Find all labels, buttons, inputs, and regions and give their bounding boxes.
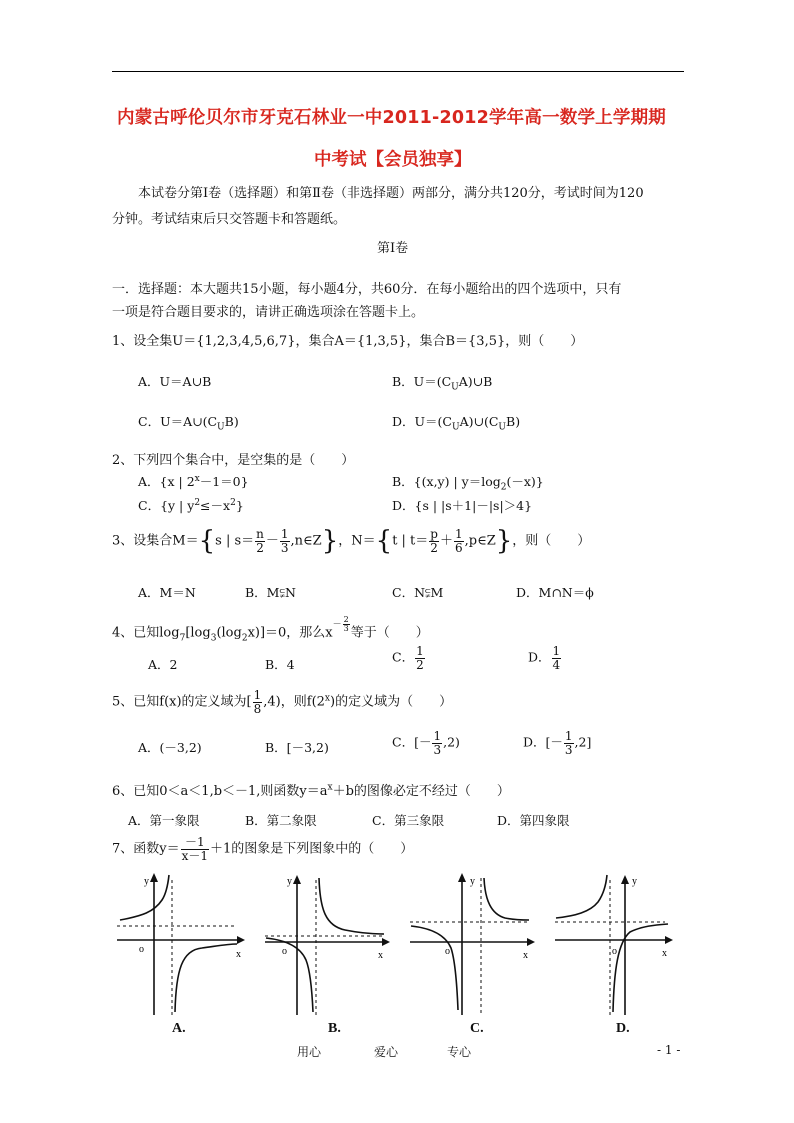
instructions-line-2: 一项是符合题目要求的，请讲正确选项涂在答题卡上。 [112,305,425,320]
q7-graph-d [550,870,685,1020]
brace-left-icon: { [375,526,393,556]
q4-option-d: D． $\frac{1}{4}$ [528,644,561,672]
svg-text:x: x [378,950,383,961]
svg-text:x: x [662,948,667,959]
svg-text:x: x [236,949,241,960]
q7-graph-b-label: B. [328,1021,341,1036]
title-line-1: 内蒙古呼伦贝尔市牙克石林业一中2011-2012学年高一数学上学期期 [117,108,666,128]
q6-option-c: C．第三象限 [372,813,445,828]
q4-option-a: A．2 [148,657,178,672]
q3-option-a: A．M＝N [138,585,196,600]
q7-graph-c [405,870,540,1020]
q6-option-d: D．第四象限 [497,813,570,828]
q6-option-b: B．第二象限 [245,813,317,828]
q6-option-a: A．第一象限 [128,813,200,828]
q3-frac-1-6: $\frac{1}{6}$ [454,526,463,555]
q3-frac-1-3: $\frac{1}{3}$ [280,526,289,555]
q7-stem: 7、函数y＝ $\frac{-1}{x-1}$ ＋1的图象是下列图象中的（ ） [112,835,414,863]
q2-option-c: C．{y | $y^2\le-x^2$} [138,497,244,513]
q5-option-b: B．[－3,2) [265,740,329,755]
q7-graph-c-figure [405,870,540,1020]
svg-text:o: o [282,946,287,957]
q5-option-a: A．(－3,2) [138,740,202,755]
intro-line-1: 本试卷分第Ⅰ卷（选择题）和第Ⅱ卷（非选择题）两部分，满分共120分，考试时间为120 [138,186,644,201]
q2-option-b: B．{(x,y) | $y=\log_2(-x)$} [392,474,544,493]
brace-right-icon: } [495,526,513,556]
footer-motto-2: 爱心 [374,1045,399,1059]
q7-graph-b-figure [260,870,395,1020]
footer-motto-3: 专心 [447,1045,472,1059]
q1-option-b: B．$U=(C_UA)\cup B$ [392,374,493,393]
q3-option-b: B．M⫋N [245,585,296,600]
header-rule [112,71,684,72]
brace-right-icon: } [321,526,339,556]
q3-option-d: D．M∩N＝ϕ [516,585,594,600]
svg-text:o: o [445,946,450,957]
svg-text:x: x [523,950,528,961]
q7-graph-d-label: D. [616,1021,630,1036]
q5-stem: 5、已知f(x)的定义域为[ $\frac{1}{8}$ ,4)，则f(2$^x$)的定义域为（ ） [112,688,453,716]
q7-graph-d-figure [550,870,685,1020]
q2-stem: 2、下列四个集合中，是空集的是（ ） [112,453,355,468]
q4-option-c: C． $\frac{1}{2}$ [392,644,424,672]
q4-stem: 4、已知$\log_7[\log_3(\log_2x)]=0$，那么$x^{- \frac{2}{3}}$ 等于（ ） [112,615,429,644]
instructions-line-1: 一．选择题：本大题共15小题，每小题4分，共60分．在每小题给出的四个选项中，只有 [112,282,622,297]
intro-line-2: 分钟。考试结束后只交答题卡和答题纸。 [112,212,347,227]
title-line-2: 中考试【会员独享】 [314,150,472,170]
q7-graph-c-label: C. [470,1021,484,1036]
svg-text:y: y [470,876,475,887]
svg-text:y: y [632,876,637,887]
footer-motto-1: 用心 [297,1045,322,1059]
q3-option-c: C．N⫋M [392,585,444,600]
section-title: 第Ⅰ卷 [377,241,409,256]
q1-option-c: C．$U=A\cup(C_UB)$ [138,414,239,433]
q5-option-c: C．[－ $\frac{1}{3}$ ,2) [392,729,460,757]
page-number: - 1 - [657,1043,681,1057]
q7-graph-b [260,870,395,1020]
brace-left-icon: { [198,526,216,556]
svg-text:y: y [287,876,292,887]
q1-stem: 1、设全集U＝{1,2,3,4,5,6,7}，集合A＝{1,3,5}，集合B＝{3,5}，则（ ） [112,334,584,349]
q7-graph-a-figure [112,870,247,1020]
q3-frac-p-2: $\frac{p}{2}$ [430,526,438,555]
q4-option-b: B．4 [265,657,295,672]
q2-option-d: D．{s | |s＋1|－|s|＞4} [392,498,533,513]
q3-frac-n-2: $\frac{n}{2}$ [256,526,264,555]
q5-option-d: D．[－ $\frac{1}{3}$ ,2] [523,729,592,757]
q6-stem: 6、已知0＜a＜1,b＜－1,则函数$y=a^x+b$的图像必定不经过（ ） [112,782,510,799]
q2-option-a: A．{x | $2^x-1=0$} [138,473,249,489]
q1-option-d: D．$U=(C_UA)\cup(C_UB)$ [392,414,521,433]
q3-stem: 3、设集合M＝{s | s＝ $\frac{n}{2}$ － $\frac{1}{3}$ ,n∈Z}，N＝{t | t＝ $\frac{p}{2}$ ＋ $\frac{1}{6}$ ,p∈Z}，则（ ） [112,526,591,556]
svg-text:o: o [612,946,617,957]
q7-graph-a-label: A. [172,1021,186,1036]
q7-graph-a [112,870,247,1020]
svg-text:o: o [139,944,144,955]
svg-text:y: y [144,876,149,887]
q1-option-a: A．U＝A∪B [138,374,212,389]
